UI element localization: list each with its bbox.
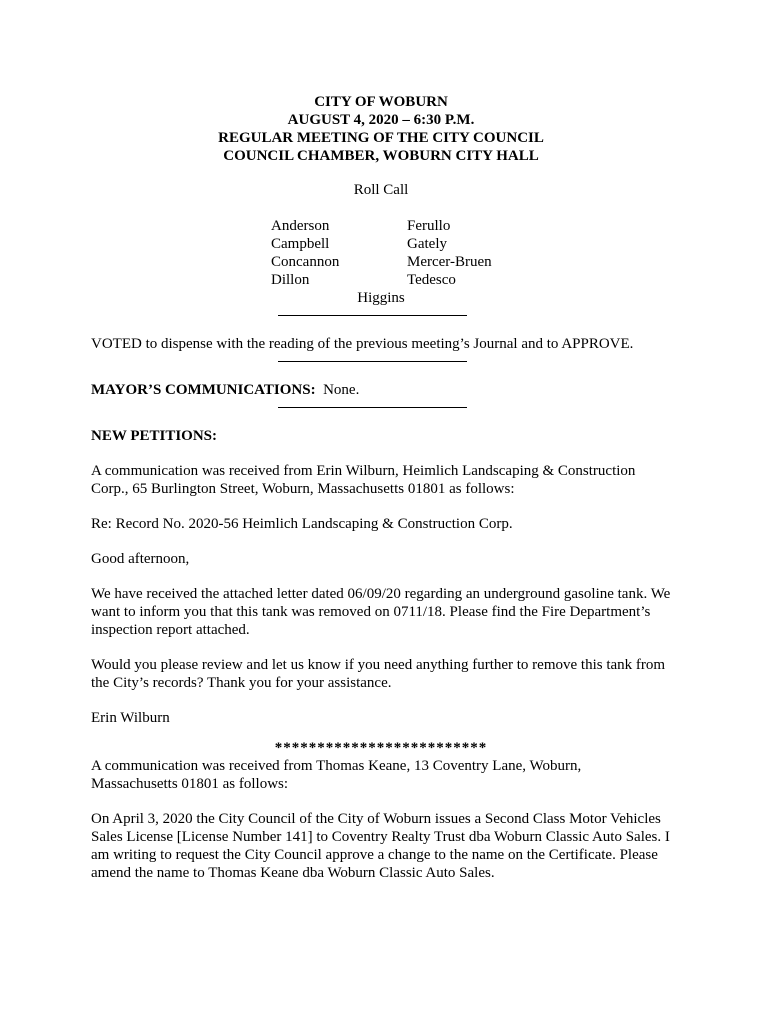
new-petitions-heading: NEW PETITIONS: [91, 428, 218, 444]
roster-name: Concannon [271, 254, 340, 270]
roster-name: Anderson [271, 218, 330, 234]
mayors-communications-label: MAYOR’S COMMUNICATIONS: [91, 382, 316, 398]
divider-line [278, 407, 467, 408]
roster-name: Ferullo [407, 218, 451, 234]
communication-1-intro: A communication was received from Erin Wilburn, Heimlich Landscaping & Construction Corp., 65 Burlington Street, Woburn, Massachusetts 01801 as follows: [91, 463, 636, 497]
meeting-header [91, 93, 671, 165]
header-location: COUNCIL CHAMBER, WOBURN CITY HALL [223, 148, 539, 164]
mayors-communications-value: None. [323, 382, 360, 398]
communication-1-greeting: Good afternoon, [91, 551, 190, 567]
section-separator: ************************* [274, 740, 488, 756]
roll-call-title: Roll Call [353, 182, 409, 198]
communication-2-body: On April 3, 2020 the City Council of the City of Woburn issues a Second Class Motor Vehicles Sales License [License Number 141] to Coventry Realty Trust dba Woburn Classic Auto Sales. I am writing to request the City Council approve a change to the name on the Certificate. Please amend the name to Thomas Keane dba Woburn Classic Auto Sales. [91, 811, 670, 881]
communication-1-body: We have received the attached letter dated 06/09/20 regarding an underground gasoline tank. We want to inform you that this tank was removed on 0711/18. Please find the Fire Department’s inspection report attached. [91, 586, 671, 638]
mayors-communications [91, 381, 671, 399]
roster-name: Dillon [271, 272, 310, 288]
roster-right-column [407, 217, 492, 289]
roster-name: Gately [407, 236, 447, 252]
roster-left-column [271, 217, 339, 289]
voted-statement: VOTED to dispense with the reading of the previous meeting’s Journal and to APPROVE. [91, 336, 634, 352]
communication-2-intro: A communication was received from Thomas Keane, 13 Coventry Lane, Woburn, Massachusetts 01801 as follows: [91, 758, 582, 792]
header-date: AUGUST 4, 2020 – 6:30 P.M. [287, 112, 475, 128]
header-meeting-type: REGULAR MEETING OF THE CITY COUNCIL [218, 130, 544, 146]
roster-name: Tedesco [407, 272, 456, 288]
communication-1-request: Would you please review and let us know if you need anything further to remove this tank from the City’s records? Thank you for your assistance. [91, 657, 666, 691]
document-page [91, 93, 671, 882]
divider-line [278, 361, 467, 362]
communication-1-signature: Erin Wilburn [91, 710, 170, 726]
roll-call-roster [91, 217, 671, 289]
roster-name: Mercer-Bruen [407, 254, 492, 270]
header-city: CITY OF WOBURN [314, 94, 448, 110]
roster-center-name: Higgins [357, 290, 405, 306]
divider-line [278, 315, 467, 316]
communication-1-re: Re: Record No. 2020-56 Heimlich Landscaping & Construction Corp. [91, 516, 513, 532]
roster-name: Campbell [271, 236, 330, 252]
